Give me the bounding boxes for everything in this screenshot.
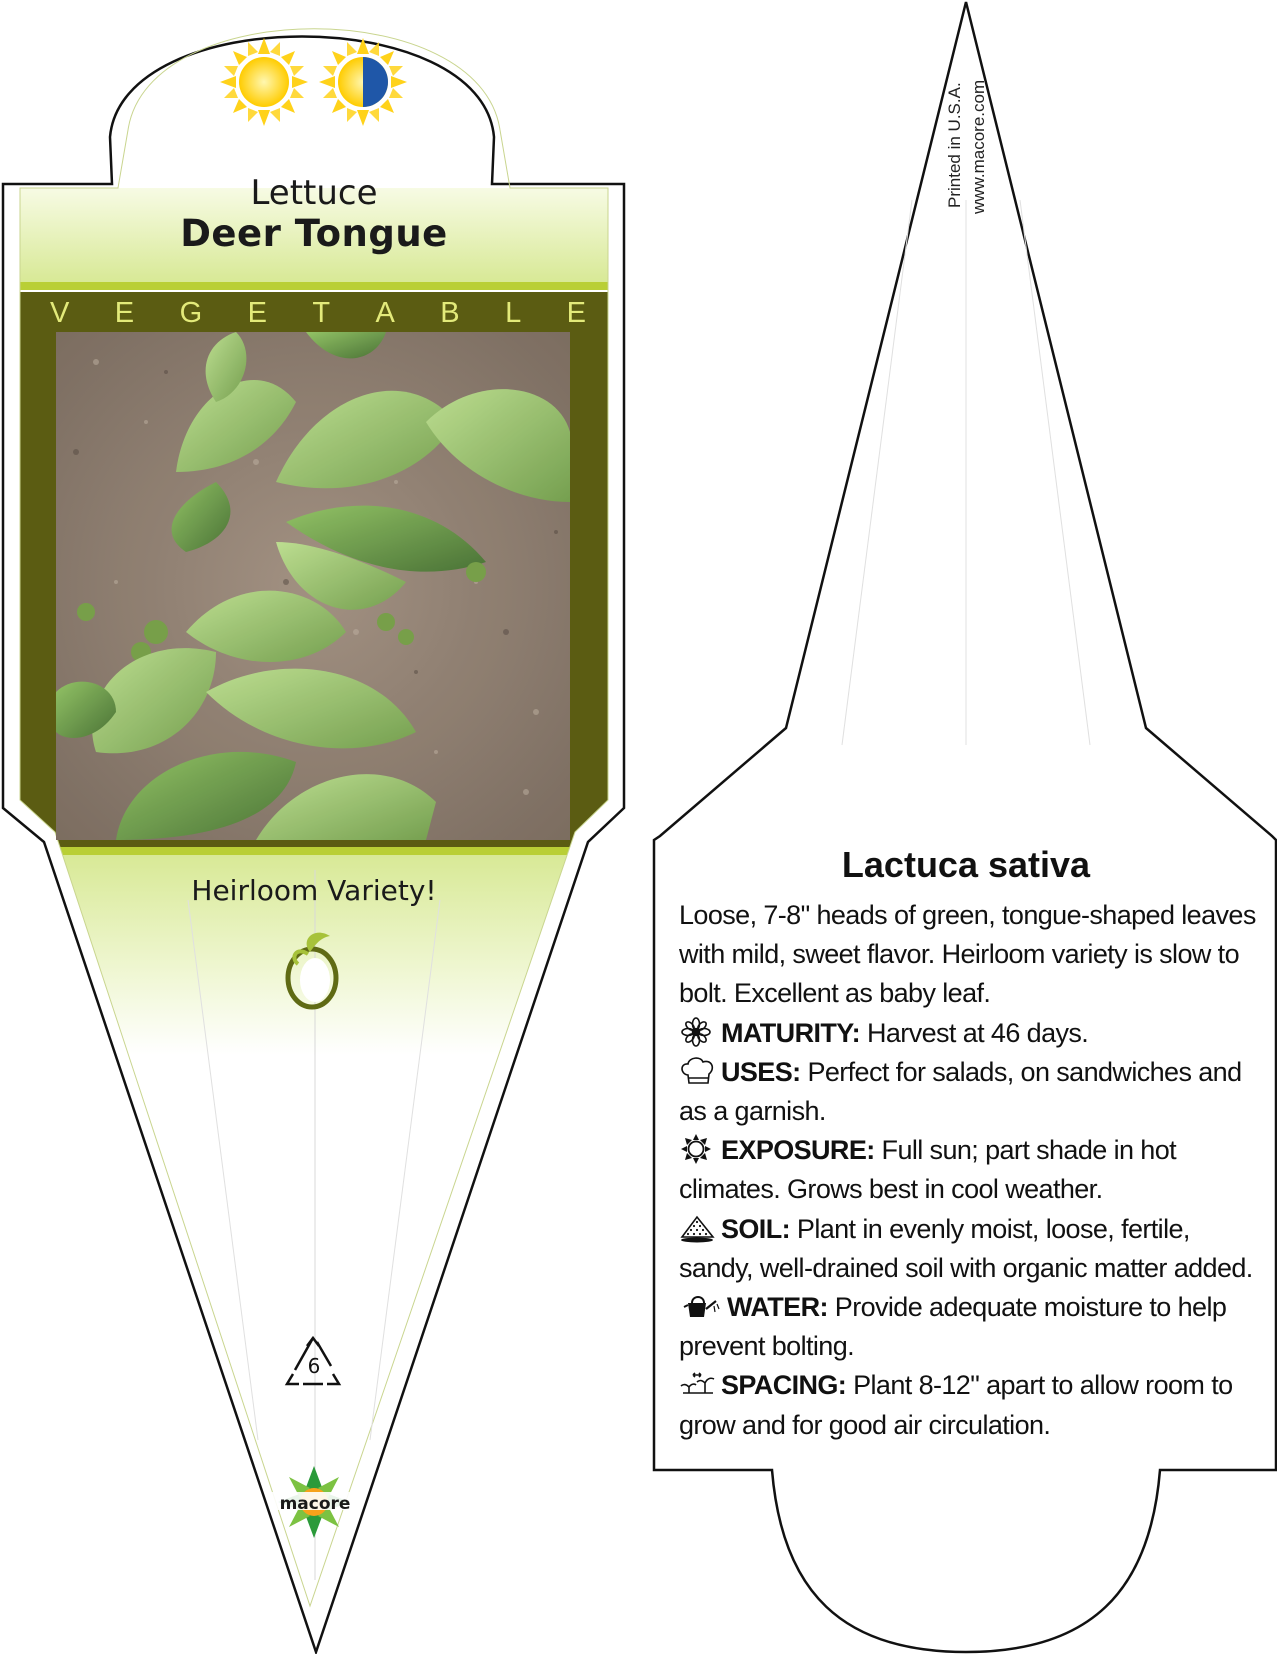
brand-name: macore [279, 1494, 351, 1514]
water-label: WATER: [727, 1292, 828, 1323]
category-letter: A [375, 297, 395, 329]
common-name: Lettuce [250, 173, 378, 213]
variety-name: Deer Tongue [180, 212, 448, 255]
category-label [50, 296, 586, 330]
website: www.macore.com [969, 79, 988, 214]
soil-pile-icon [679, 1213, 717, 1243]
category-letter: L [505, 297, 522, 329]
maturity-flower-icon [679, 1017, 717, 1047]
uses-label: USES: [721, 1056, 801, 1087]
category-letter: E [114, 297, 135, 329]
exposure-text: Full sun; part shade in hot climates. Grows best in cool weather. [679, 1135, 1177, 1205]
category-letter: E [566, 297, 586, 329]
water-text: Provide adequate moisture to help prevent bolting. [679, 1292, 1227, 1362]
detail-uses [679, 1053, 1261, 1131]
care-info [679, 896, 1261, 1445]
sun-exposure-icon [679, 1134, 717, 1164]
plant-photo [56, 332, 570, 840]
sprout-spacing-icon [679, 1369, 717, 1399]
detail-spacing [679, 1366, 1261, 1444]
full-sun-icon [220, 38, 308, 126]
detail-exposure [679, 1131, 1261, 1209]
detail-water [679, 1288, 1261, 1366]
chef-hat-icon [679, 1056, 717, 1086]
detail-maturity [679, 1014, 1261, 1053]
description: Loose, 7-8" heads of green, tongue-shaped leaves with mild, sweet flavor. Heirloom variety is slow to bolt. Excellent as baby leaf. [679, 900, 1256, 1009]
maturity-text: Harvest at 46 days. [866, 1017, 1089, 1048]
exposure-label: EXPOSURE: [721, 1135, 875, 1166]
part-sun-icon [319, 38, 407, 126]
spacing-label: SPACING: [721, 1370, 847, 1401]
category-letter: B [440, 297, 460, 329]
soil-label: SOIL: [721, 1213, 790, 1244]
maturity-label: MATURITY: [721, 1017, 861, 1048]
category-letter: V [50, 297, 70, 329]
category-letter: T [312, 297, 331, 329]
recycle-number: 6 [307, 1354, 321, 1378]
detail-soil [679, 1210, 1261, 1288]
printed-in-usa: Printed in U.S.A. [945, 82, 964, 208]
soil-text: Plant in evenly moist, loose, fertile, sandy, well-drained soil with organic matter added. [679, 1213, 1253, 1283]
category-letter: E [247, 297, 267, 329]
scientific-name: Lactuca sativa [841, 844, 1091, 885]
slogan: Heirloom Variety! [191, 874, 437, 907]
watering-can-icon [679, 1291, 723, 1321]
uses-text: Perfect for salads, on sandwiches and as a garnish. [679, 1056, 1242, 1127]
category-letter: G [179, 297, 203, 329]
spacing-text: Plant 8-12" apart to allow room to grow and for good air circulation. [679, 1370, 1233, 1440]
